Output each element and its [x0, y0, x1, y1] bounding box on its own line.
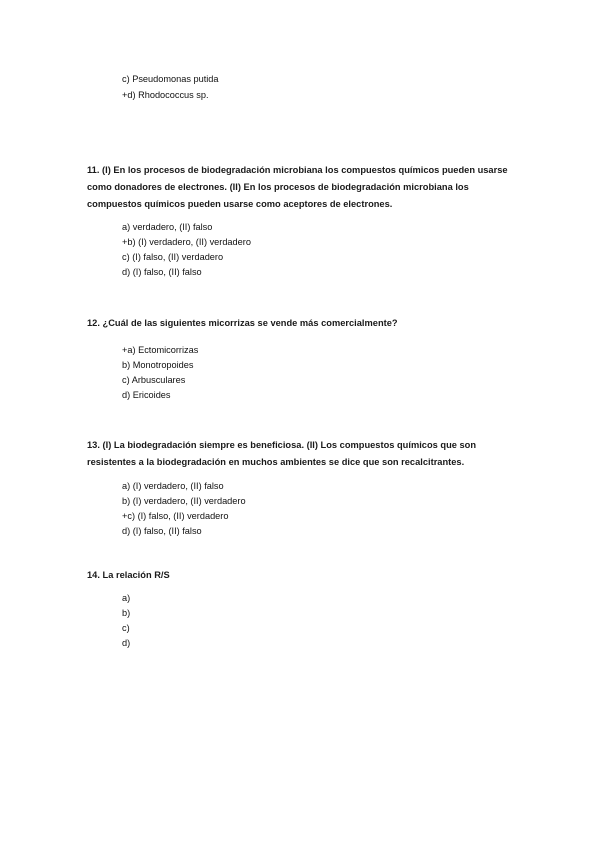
- q13-option-d: d) (I) falso, (II) falso: [122, 526, 202, 536]
- q12-option-b: b) Monotropoides: [122, 360, 194, 370]
- question-number: 11.: [87, 165, 100, 175]
- q11-option-d: d) (I) falso, (II) falso: [122, 267, 202, 277]
- q14-option-d: d): [122, 638, 131, 648]
- q14-option-a: a): [122, 593, 131, 603]
- q14-option-c: c): [122, 623, 130, 633]
- q12-option-c: c) Arbusculares: [122, 375, 186, 385]
- question-12: [87, 315, 517, 332]
- question-text: (I) En los procesos de biodegradación microbiana los compuestos químicos pueden usarse como donadores de electrones. (II) En los procesos de biodegradación microbiana los compuestos químicos pueden usarse como aceptores de electrones.: [87, 165, 508, 209]
- question-number: 14.: [87, 570, 100, 580]
- q13-option-b: b) (I) verdadero, (II) verdadero: [122, 496, 246, 506]
- q13-option-c: +c) (I) falso, (II) verdadero: [122, 511, 229, 521]
- q12-option-d: d) Ericoides: [122, 390, 171, 400]
- carryover-option-c: c) Pseudomonas putida: [122, 74, 219, 84]
- question-text: ¿Cuál de las siguientes micorrizas se vende más comercialmente?: [102, 318, 398, 328]
- q14-option-b: b): [122, 608, 131, 618]
- q11-option-b: +b) (I) verdadero, (II) verdadero: [122, 237, 251, 247]
- q11-option-c: c) (I) falso, (II) verdadero: [122, 252, 224, 262]
- question-text: La relación R/S: [102, 570, 170, 580]
- question-number: 13.: [87, 440, 100, 450]
- question-14: [87, 567, 517, 584]
- question-number: 12.: [87, 318, 100, 328]
- q13-option-a: a) (I) verdadero, (II) falso: [122, 481, 224, 491]
- q12-option-a: +a) Ectomicorrizas: [122, 345, 199, 355]
- question-11: [87, 162, 517, 213]
- question-text: (I) La biodegradación siempre es beneficiosa. (II) Los compuestos químicos que son resistentes a la biodegradación en muchos ambientes se dice que son recalcitrantes.: [87, 440, 477, 467]
- carryover-option-d: +d) Rhodococcus sp.: [122, 90, 209, 100]
- question-13: [87, 437, 517, 471]
- q11-option-a: a) verdadero, (II) falso: [122, 222, 213, 232]
